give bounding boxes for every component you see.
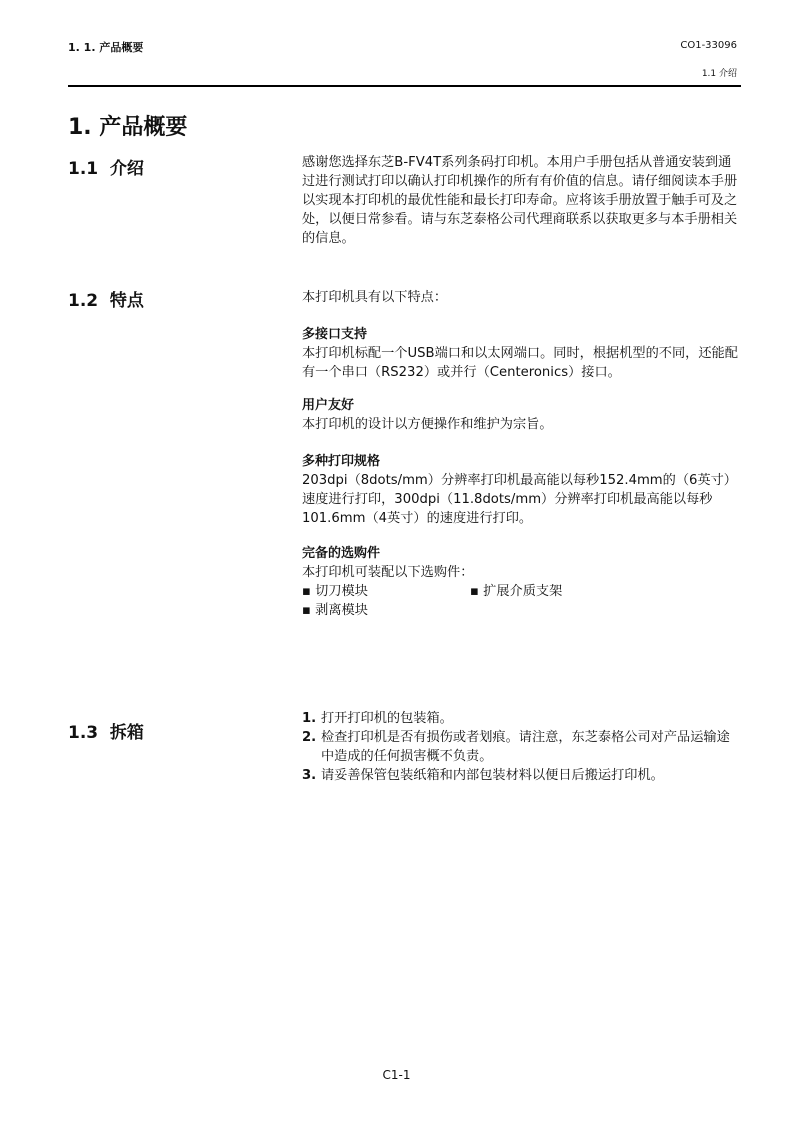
section-title: 介绍 <box>109 159 144 179</box>
step-number: 1. <box>302 711 317 726</box>
feature-text: 本打印机的设计以方便操作和维护为宗旨。 <box>302 417 553 432</box>
feature-text: 203dpi（8dots/mm）分辨率打印机最高能以每秒152.4mm的（6英寸）速度进行打印，300dpi（11.8dots/mm）分辨率打印机最高能以每秒101.6mm（4英寸）的速度进行打印。 <box>302 473 737 526</box>
section-body-1-3 <box>302 709 732 785</box>
section-number: 1.3 <box>68 723 99 743</box>
unpacking-steps <box>302 709 732 785</box>
list-item <box>302 728 732 766</box>
feature-block <box>302 396 740 434</box>
document-code: CO1-33096 <box>680 40 737 51</box>
feature-block <box>302 452 740 528</box>
option-item: ▪ 扩展介质支架 <box>470 584 563 599</box>
option-item: ▪ 切刀模块 <box>302 584 368 599</box>
section-heading-1-1 <box>68 154 144 179</box>
section-title: 拆箱 <box>109 723 144 743</box>
options-list <box>302 582 740 620</box>
feature-title: 完备的选购件 <box>302 546 381 561</box>
feature-block <box>302 325 740 382</box>
chapter-title: 1. 产品概要 <box>68 115 188 140</box>
feature-text: 本打印机可装配以下选购件： <box>302 565 474 580</box>
section-number: 1.1 <box>68 159 99 179</box>
feature-title: 多种打印规格 <box>302 454 381 469</box>
features-intro: 本打印机具有以下特点： <box>302 290 448 305</box>
header-rule <box>68 85 741 87</box>
list-item <box>302 709 732 728</box>
feature-title: 多接口支持 <box>302 327 368 342</box>
section-title: 特点 <box>109 291 144 311</box>
section-body-1-1 <box>302 153 740 248</box>
feature-title: 用户友好 <box>302 398 355 413</box>
list-item <box>302 766 732 785</box>
step-number: 3. <box>302 768 317 783</box>
section-heading-1-2 <box>68 286 144 311</box>
step-text: 请妥善保管包装纸箱和内部包装材料以便日后搬运打印机。 <box>321 768 664 783</box>
feature-text: 本打印机标配一个USB端口和以太网端口。同时，根据机型的不同，还能配有一个串口（RS232）或并行（Centeronics）接口。 <box>302 346 738 380</box>
section-number: 1.2 <box>68 291 99 311</box>
page-number: C1-1 <box>382 1068 411 1082</box>
step-number: 2. <box>302 730 317 745</box>
running-header-section: 1. 1. 产品概要 <box>68 41 144 54</box>
feature-block <box>302 544 740 620</box>
step-text: 打开打印机的包装箱。 <box>321 711 453 726</box>
intro-paragraph: 感谢您选择东芝B-FV4T系列条码打印机。本用户手册包括从普通安装到通过进行测试打印以确认打印机操作的所有有价值的信息。请仔细阅读本手册以实现本打印机的最优性能和最长打印寿命。应将该手册放置于触手可及之处，以便日常参看。请与东芝泰格公司代理商联系以获取更多与本手册相关的信息。 <box>302 155 738 246</box>
option-item: ▪ 剥离模块 <box>302 603 368 618</box>
section-body-1-2 <box>302 288 740 620</box>
step-text: 检查打印机是否有损伤或者划痕。请注意，东芝泰格公司对产品运输途中造成的任何损害概不负责。 <box>321 730 730 764</box>
section-heading-1-3 <box>68 718 144 743</box>
running-header-subsection: 1.1 介绍 <box>701 69 737 79</box>
